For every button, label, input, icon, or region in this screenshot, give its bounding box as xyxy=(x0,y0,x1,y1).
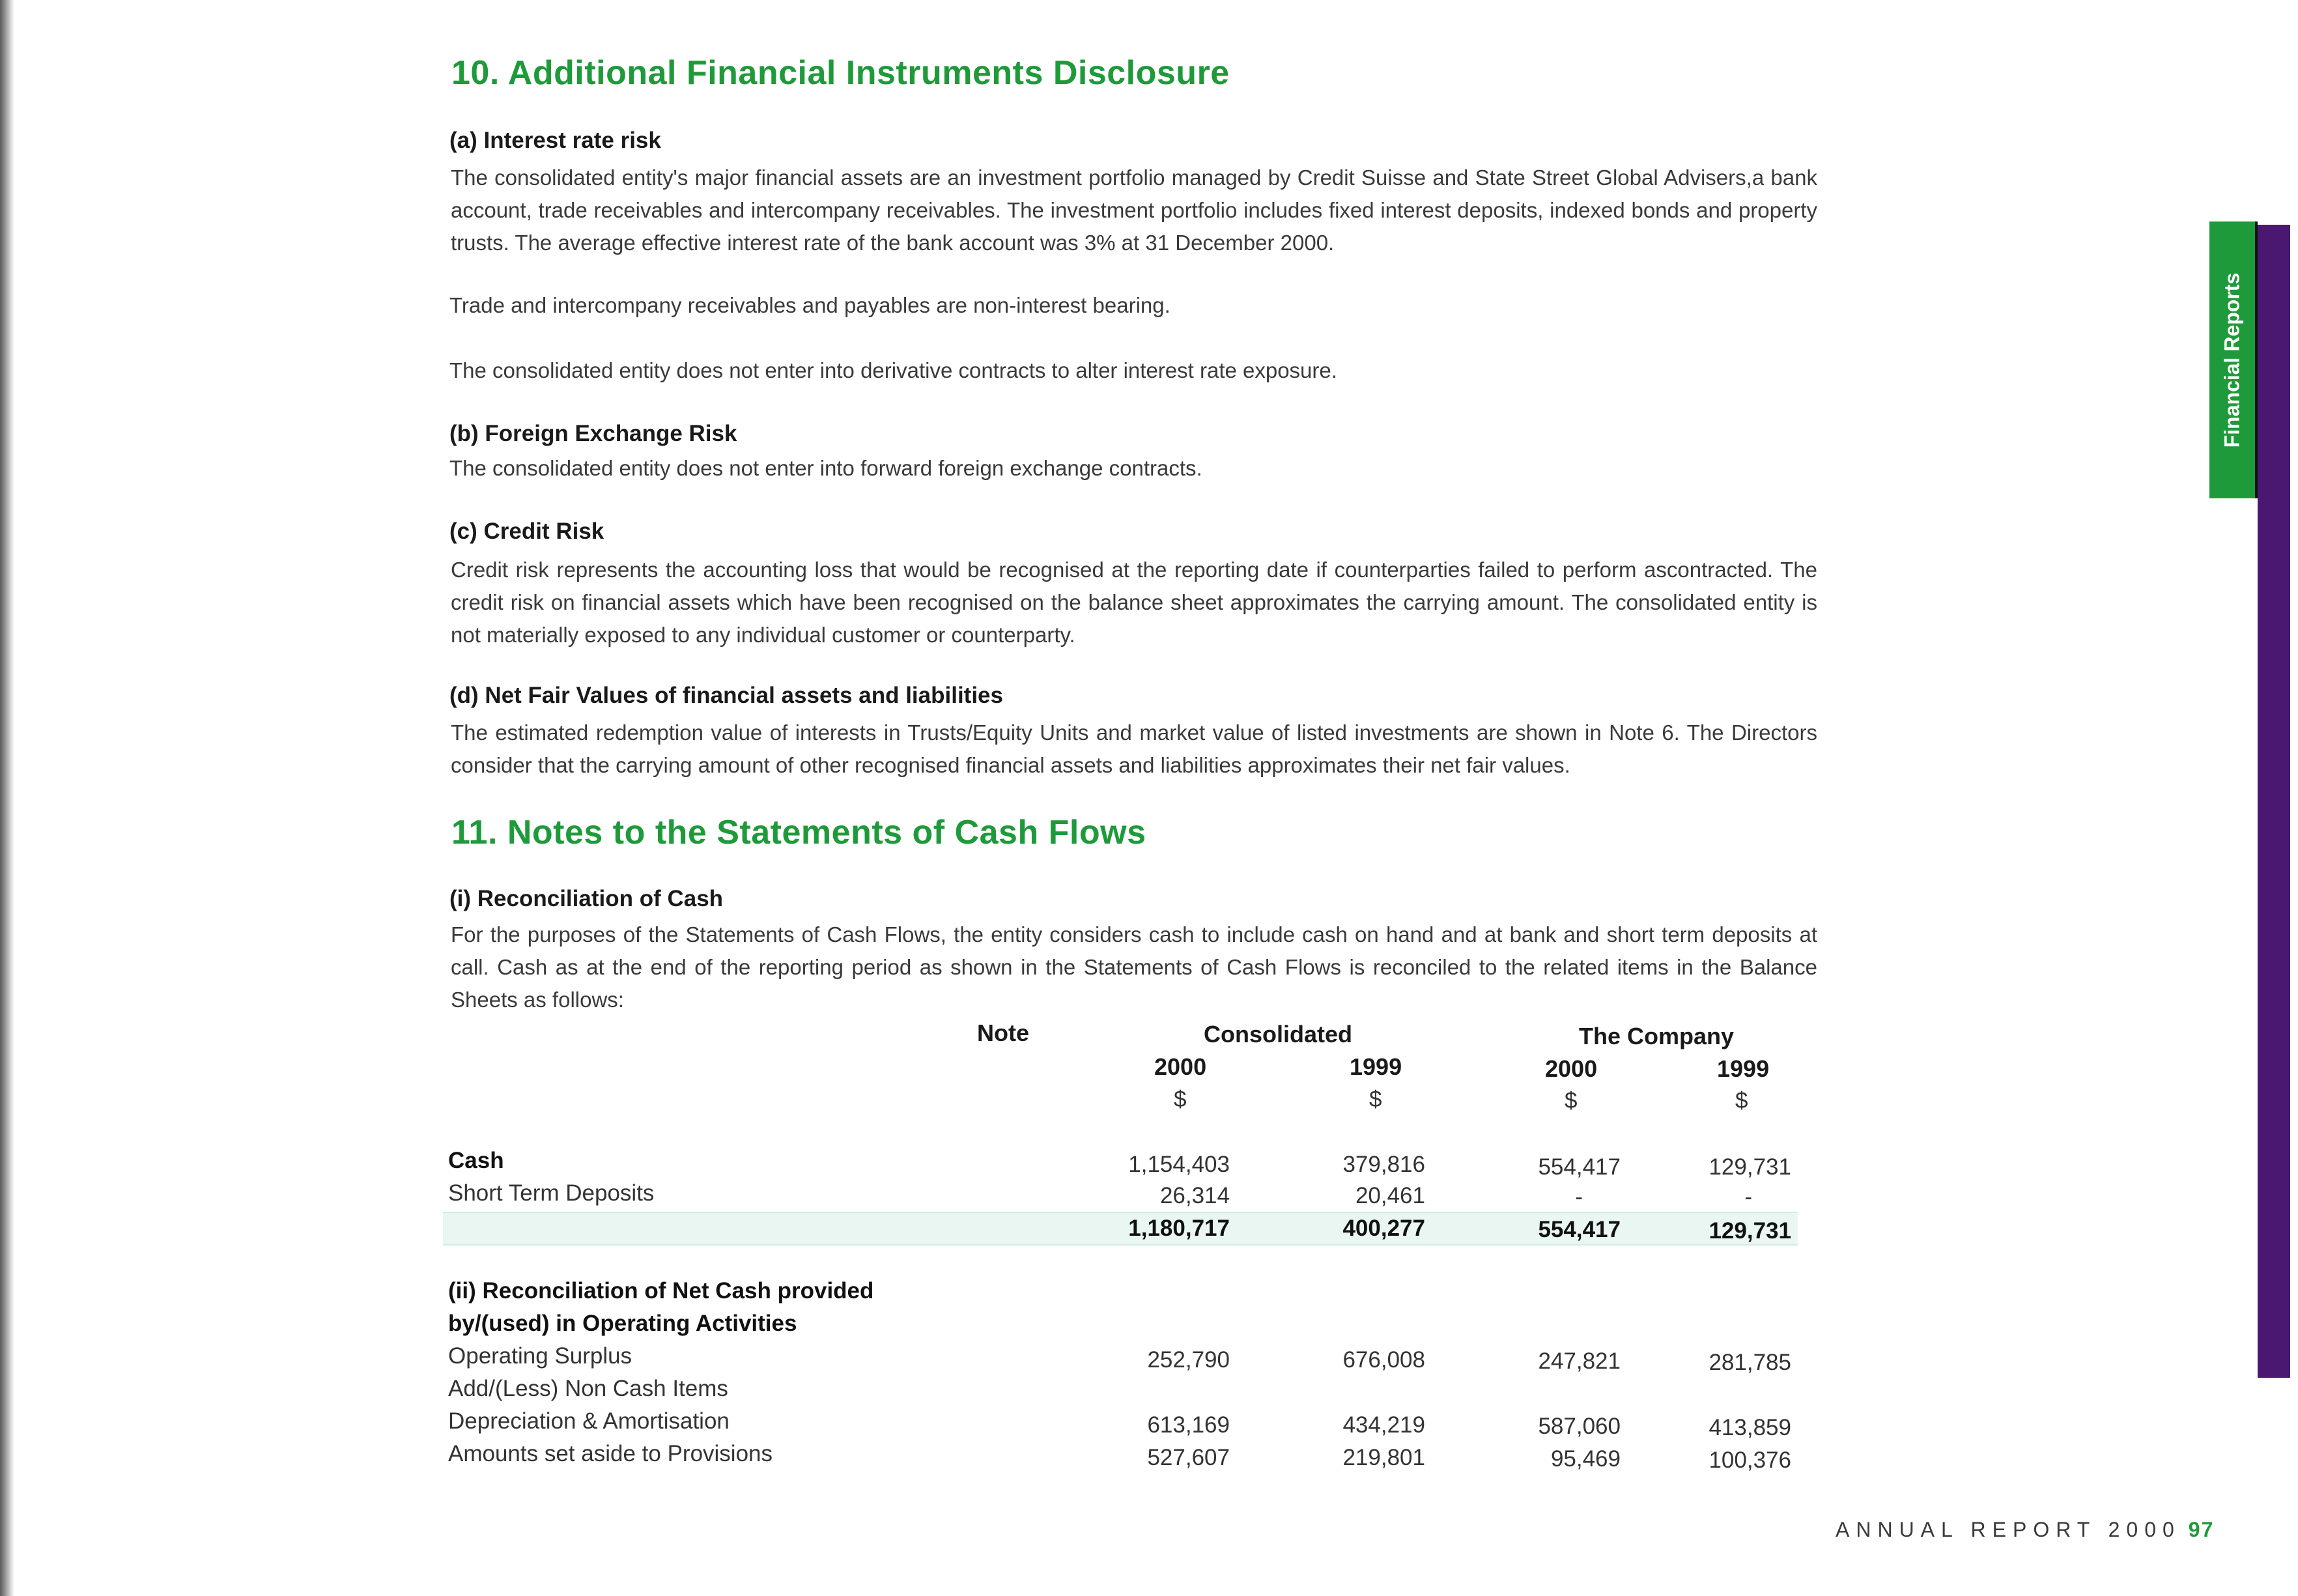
table-cell: 613,169 xyxy=(1147,1412,1230,1438)
table-cell: 413,859 xyxy=(1709,1415,1791,1440)
table-row-label: Amounts set aside to Provisions xyxy=(448,1441,773,1466)
reconciliation-net-cash-heading: (ii) Reconciliation of Net Cash provided xyxy=(448,1278,874,1304)
table-cell: 26,314 xyxy=(1159,1183,1230,1208)
total-cell: 400,277 xyxy=(1342,1216,1425,1241)
credit-risk-paragraph: Credit risk represents the accounting loss that would be recognised at the reporting date if counterparties failed to perform ascontracted. The credit risk on financial assets which have been recognised on the balance sheet approximates the carrying amount. The consolidated entity is not materially exposed to any individual customer or counterparty. xyxy=(451,558,1817,647)
table-row-label: Operating Surplus xyxy=(448,1343,632,1369)
table-row-label: Depreciation & Amortisation xyxy=(448,1408,730,1434)
table-cell: 247,821 xyxy=(1538,1348,1621,1374)
reconciliation-of-cash-heading: (i) Reconciliation of Cash xyxy=(449,886,724,911)
purple-edge-bar xyxy=(2258,225,2290,1378)
net-fair-values-paragraph: The estimated redemption value of interests in Trusts/Equity Units and market value of listed investments are shown in Note 6. The Directors consider that the carrying amount of other recognised financial assets and liabilities approximates their net fair values. xyxy=(451,720,1817,777)
note-column-header: Note xyxy=(977,1019,1029,1046)
foreign-exchange-risk-heading: (b) Foreign Exchange Risk xyxy=(449,421,737,446)
page-footer xyxy=(1836,1518,2214,1542)
table-cell: - xyxy=(1744,1184,1752,1210)
table-row-label: Short Term Deposits xyxy=(448,1180,655,1206)
interest-rate-risk-paragraph: The consolidated entity's major financial assets are an investment portfolio managed by Credit Suisse and State Street Global Advisers,a bank account, trade receivables and intercompany receivables. The investment portfolio includes fixed interest deposits, indexed bonds and property trusts. The average effective interest rate of the bank account was 3% at 31 December 2000. xyxy=(451,165,1817,255)
page-number: 97 xyxy=(2188,1518,2215,1541)
reconciliation-net-cash-heading-2: by/(used) in Operating Activities xyxy=(448,1311,797,1336)
section-11-title: 11. Notes to the Statements of Cash Flows xyxy=(451,814,1146,851)
table-cell: 554,417 xyxy=(1538,1154,1621,1180)
table-cell: 219,801 xyxy=(1342,1445,1425,1470)
company-2000-header: 2000 xyxy=(1545,1055,1598,1082)
table-cell: 95,469 xyxy=(1550,1446,1621,1472)
total-cell: 554,417 xyxy=(1538,1217,1621,1242)
consolidated-2000-header: 2000 xyxy=(1154,1053,1207,1080)
company-2000-currency: $ xyxy=(1565,1088,1578,1113)
table-cell: 1,154,403 xyxy=(1128,1152,1230,1177)
company-1999-currency: $ xyxy=(1735,1088,1748,1113)
table-cell: 100,376 xyxy=(1709,1447,1791,1473)
table-cell: 434,219 xyxy=(1342,1412,1425,1438)
net-fair-values-heading: (d) Net Fair Values of financial assets and liabilities xyxy=(449,683,1003,708)
book-spine-shadow xyxy=(0,0,14,1596)
reconciliation-of-cash-paragraph: For the purposes of the Statements of Cash Flows, the entity considers cash to include cash on hand and at bank and short term deposits at call. Cash as at the end of the reporting period as shown in the Statements of Cash Flows is reconciled to the related items in the Balance Sheets as follows: xyxy=(451,922,1817,1012)
table-row-label: Add/(Less) Non Cash Items xyxy=(448,1376,728,1401)
derivative-contracts-paragraph: The consolidated entity does not enter into derivative contracts to alter interest rate exposure. xyxy=(449,358,1337,382)
table-cell: 379,816 xyxy=(1342,1152,1425,1177)
consolidated-1999-currency: $ xyxy=(1369,1087,1382,1112)
consolidated-group-header: Consolidated xyxy=(1204,1021,1353,1047)
footer-title: ANNUAL REPORT 2000 xyxy=(1836,1518,2181,1541)
table-cell: 20,461 xyxy=(1355,1183,1425,1208)
table-cell: 252,790 xyxy=(1147,1347,1230,1373)
total-cell: 1,180,717 xyxy=(1128,1216,1230,1241)
foreign-exchange-paragraph: The consolidated entity does not enter into forward foreign exchange contracts. xyxy=(449,456,1202,480)
consolidated-2000-currency: $ xyxy=(1174,1087,1187,1112)
table-cell: - xyxy=(1575,1184,1583,1210)
non-interest-bearing-paragraph: Trade and intercompany receivables and payables are non-interest bearing. xyxy=(449,293,1170,317)
section-10-title: 10. Additional Financial Instruments Disclosure xyxy=(451,54,1230,92)
table-row-label: Cash xyxy=(448,1148,504,1173)
financial-reports-tab xyxy=(2209,221,2255,498)
financial-reports-tab-label: Financial Reports xyxy=(2220,272,2244,448)
company-group-header: The Company xyxy=(1579,1023,1735,1049)
total-cell: 129,731 xyxy=(1709,1218,1791,1244)
table-cell: 587,060 xyxy=(1538,1414,1621,1439)
table-cell: 676,008 xyxy=(1342,1347,1425,1373)
table-cell: 129,731 xyxy=(1709,1154,1791,1180)
table-cell: 527,607 xyxy=(1147,1445,1230,1470)
consolidated-1999-header: 1999 xyxy=(1350,1053,1402,1080)
table-cell: 281,785 xyxy=(1709,1350,1791,1375)
interest-rate-risk-heading: (a) Interest rate risk xyxy=(449,128,661,153)
company-1999-header: 1999 xyxy=(1717,1055,1770,1082)
credit-risk-heading: (c) Credit Risk xyxy=(449,519,604,544)
